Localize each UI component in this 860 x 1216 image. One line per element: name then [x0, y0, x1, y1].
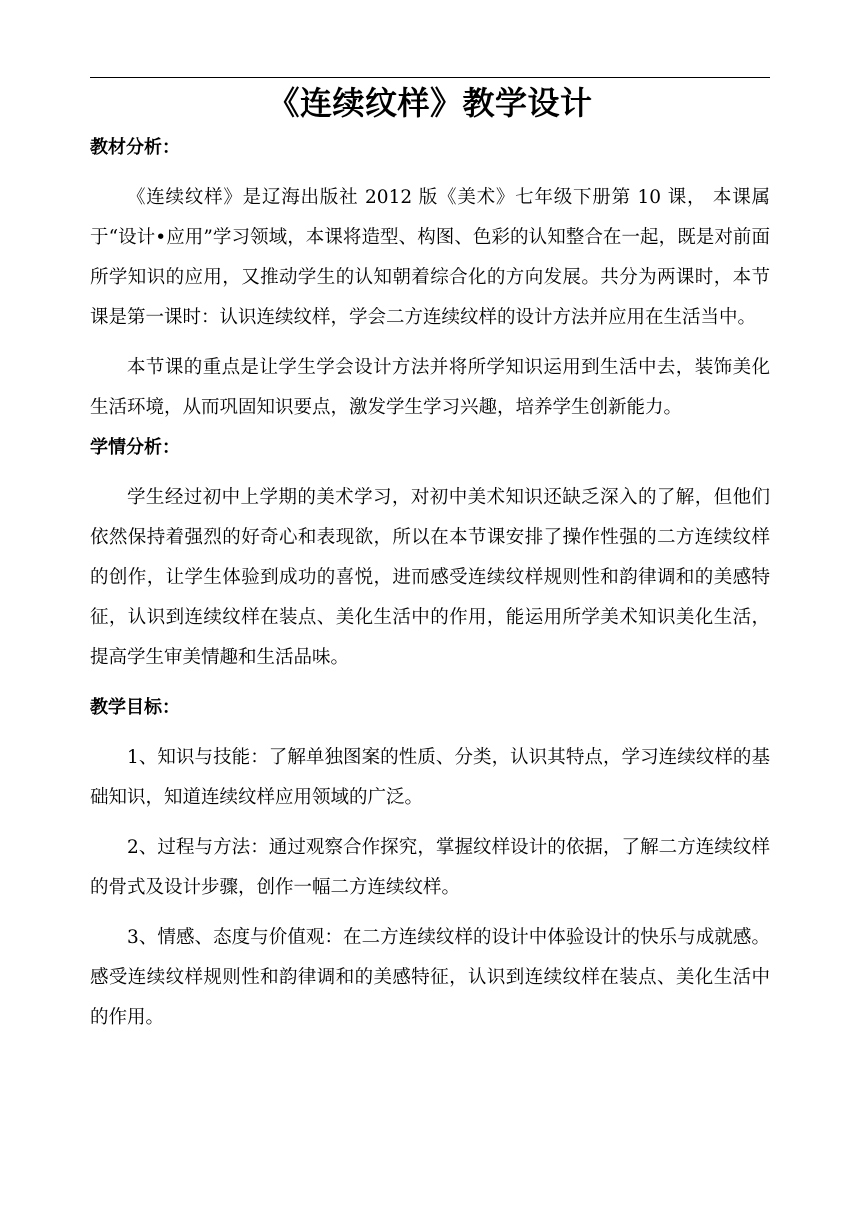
goal-paragraph: 3、情感、态度与价值观：在二方连续纹样的设计中体验设计的快乐与成就感。感受连续纹样规则性和韵律调和的美感特征，认识到连续纹样在装点、美化生活中的作用。 [90, 927, 770, 1028]
section-student-analysis [90, 428, 770, 688]
section-teaching-goals [90, 688, 770, 1038]
section-heading: 学情分析： [90, 437, 180, 458]
paragraph: 本节课的重点是让学生学会设计方法并将所学知识运用到生活中去，装饰美化生活环境，从而巩固知识要点，激发学生学习兴趣，培养学生创新能力。 [90, 357, 770, 418]
paragraph: 《连续纹样》是辽海出版社 2012 版《美术》七年级下册第 10 课， 本课属于“设计•应用”学习领域，本课将造型、构图、色彩的认知整合在一起，既是对前面所学知识的应用，又推动学生的认知朝着综合化的方向发展。共分为两课时，本节课是第一课时：认识连续纹样，学会二方连续纹样的设计方法并应用在生活当中。 [90, 187, 770, 328]
document-title: 《连续纹样》教学设计 [267, 84, 593, 122]
section-heading: 教材分析： [90, 137, 180, 158]
document-body [90, 128, 770, 1038]
header-rule [90, 77, 770, 78]
goal-paragraph: 1、知识与技能：了解单独图案的性质、分类，认识其特点，学习连续纹样的基础知识，知道连续纹样应用领域的广泛。 [90, 747, 770, 808]
goal-paragraph: 2、过程与方法：通过观察合作探究，掌握纹样设计的依据，了解二方连续纹样的骨式及设计步骤，创作一幅二方连续纹样。 [90, 837, 770, 898]
section-material-analysis [90, 128, 770, 428]
section-heading: 教学目标： [90, 697, 180, 718]
paragraph: 学生经过初中上学期的美术学习，对初中美术知识还缺乏深入的了解，但他们依然保持着强烈的好奇心和表现欲，所以在本节课安排了操作性强的二方连续纹样的创作，让学生体验到成功的喜悦，进而感受连续纹样规则性和韵律调和的美感特征，认识到连续纹样在装点、美化生活中的作用，能运用所学美术知识美化生活，提高学生审美情趣和生活品味。 [90, 487, 770, 668]
